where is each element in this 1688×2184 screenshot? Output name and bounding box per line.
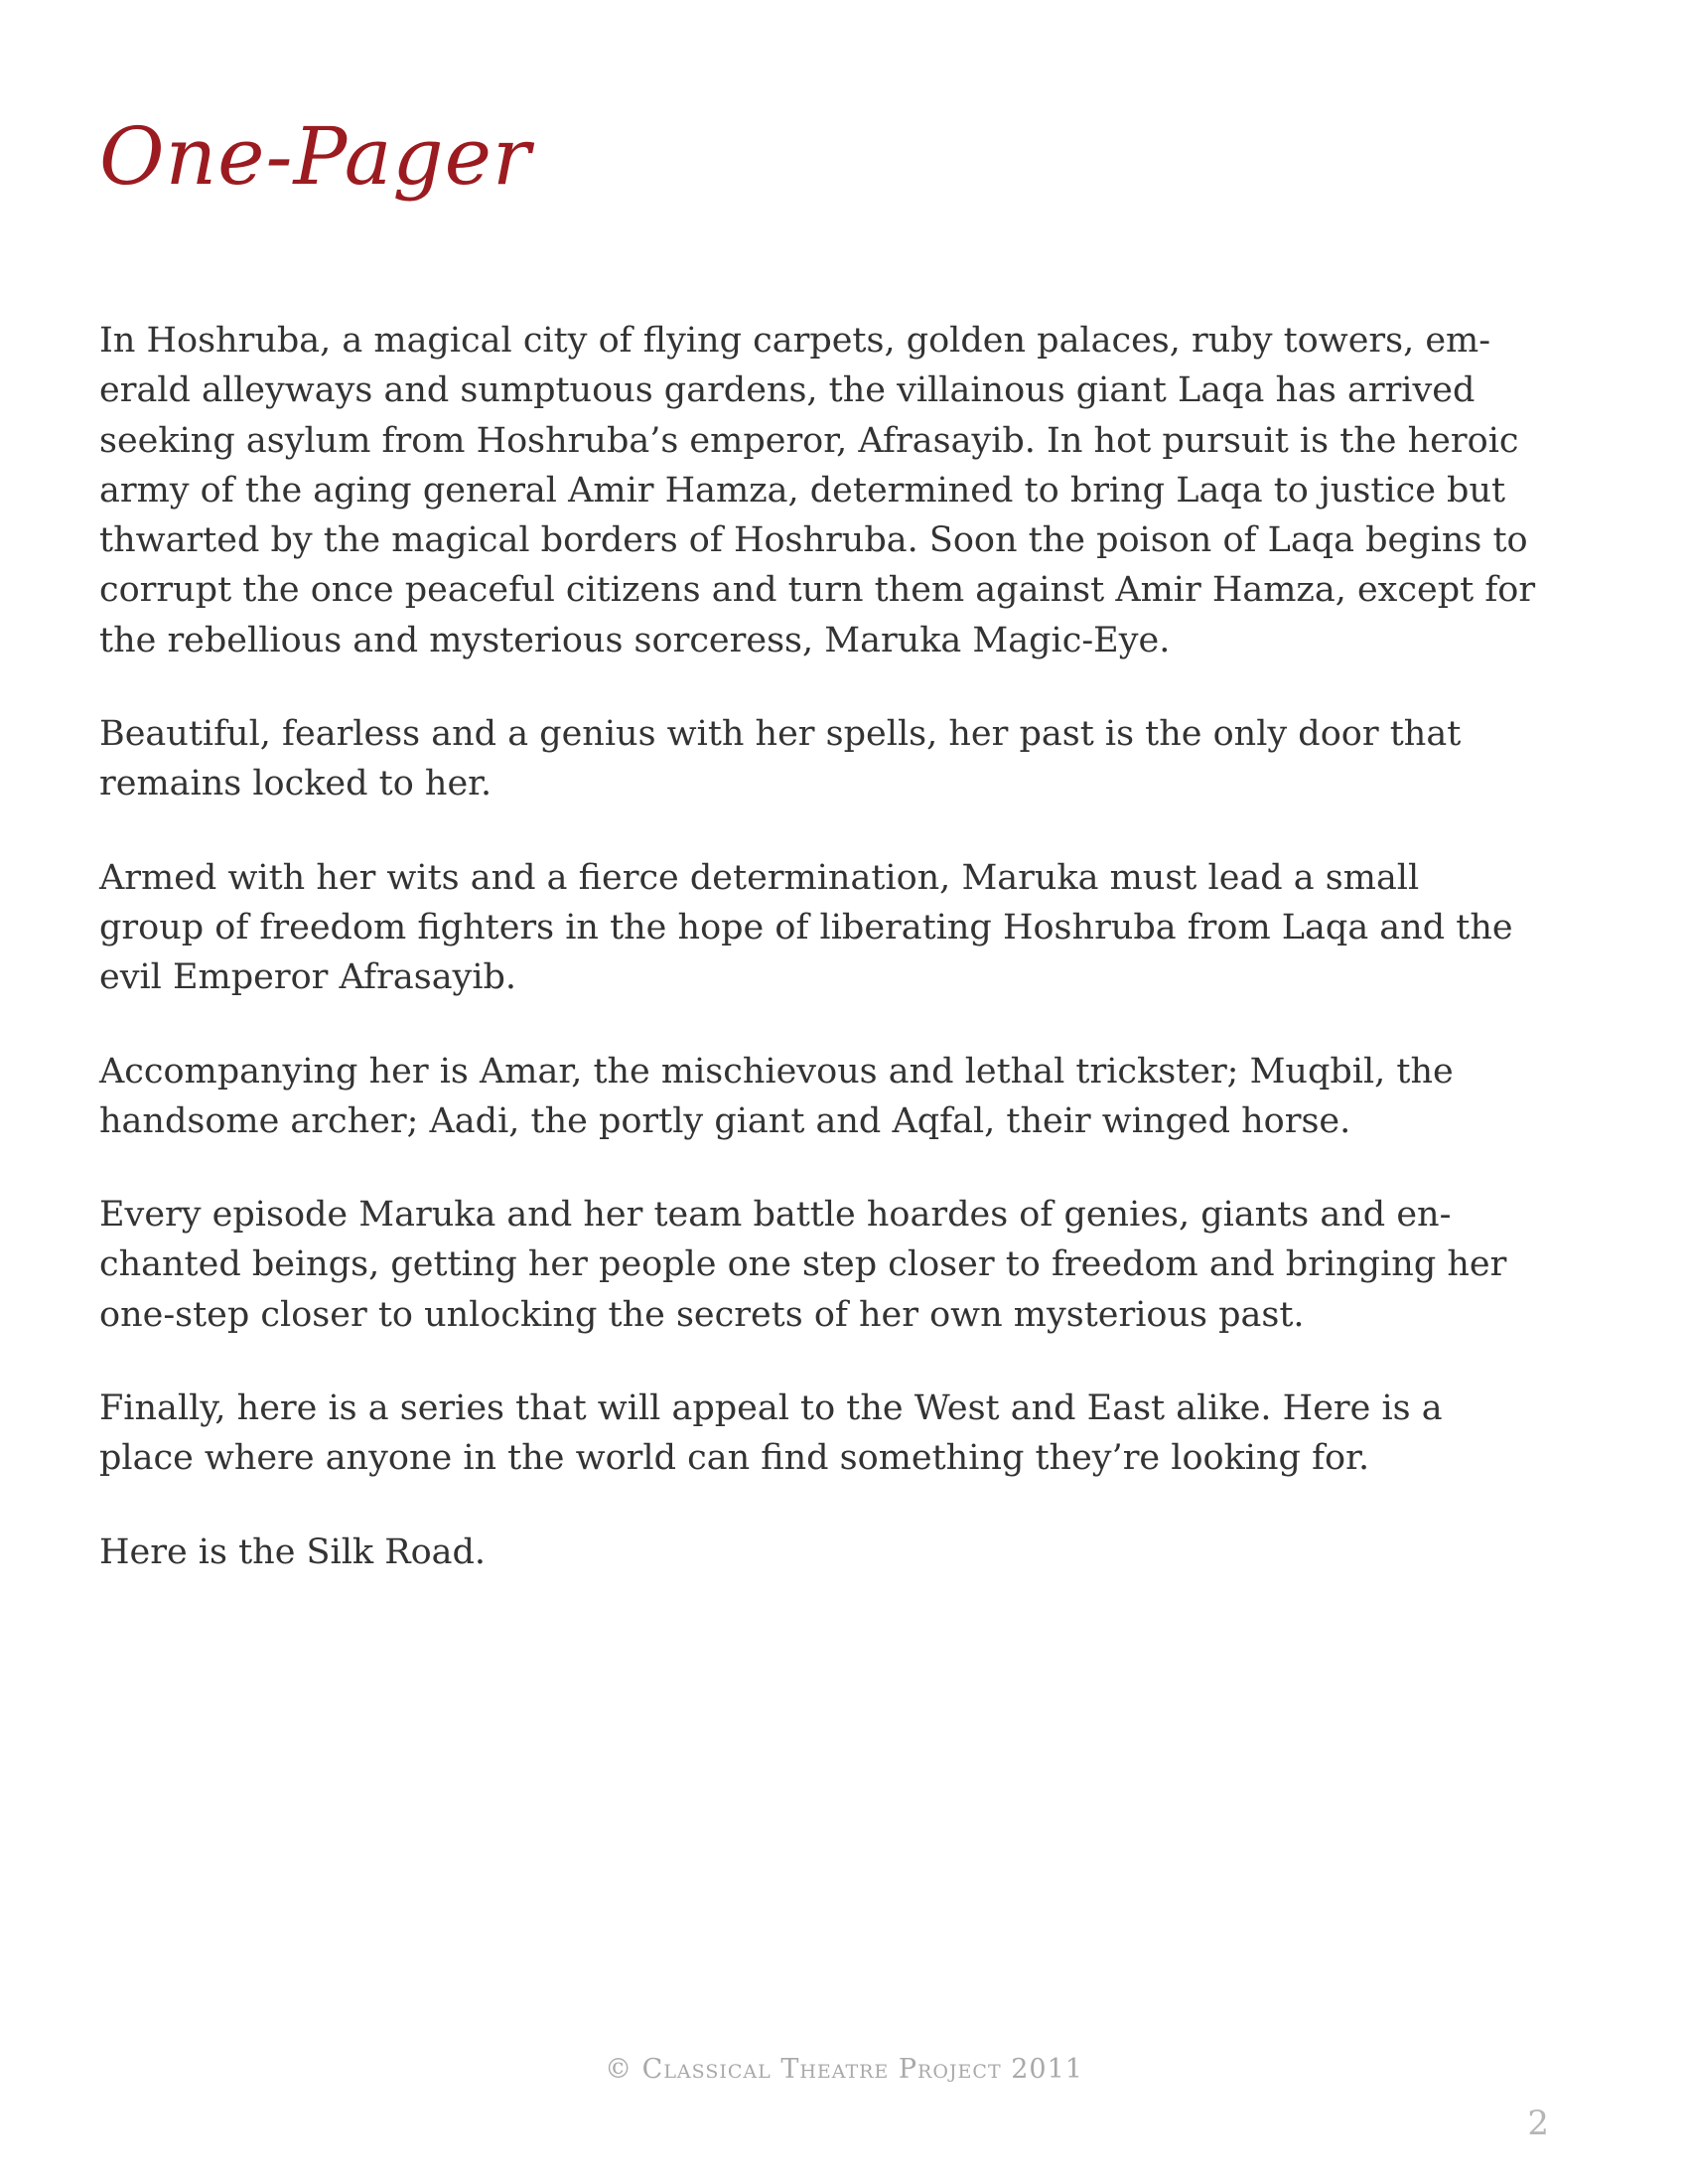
text-line: Accompanying her is Amar, the mischievous and lethal trickster; Muqbil, the (99, 1051, 1454, 1092)
text-line: the rebellious and mysterious sorceress, Maruka Magic-Eye. (99, 620, 1171, 660)
text-line: In Hoshruba, a magical city of flying carpets, golden palaces, ruby towers, em- (99, 321, 1491, 361)
text-line: Armed with her wits and a fierce determination, Maruka must lead a small (99, 857, 1420, 898)
paragraph-episodes (99, 1190, 1609, 1340)
text-line: Finally, here is a series that will appeal to the West and East alike. Here is a (99, 1388, 1443, 1429)
text-line: Beautiful, fearless and a genius with her spells, her past is the only door that (99, 714, 1462, 755)
text-line: seeking asylum from Hoshruba’s emperor, Afrasayib. In hot pursuit is the heroic (99, 420, 1519, 461)
page-title: One-Pager (99, 110, 532, 203)
text-line: place where anyone in the world can find something they’re looking for. (99, 1438, 1370, 1479)
paragraph-companions (99, 1047, 1609, 1147)
text-line: thwarted by the magical borders of Hoshruba. Soon the poison of Laqa begins to (99, 520, 1528, 561)
text-line: corrupt the once peaceful citizens and turn them against Amir Hamza, except for (99, 570, 1536, 611)
text-line: Every episode Maruka and her team battle hoardes of genies, giants and en- (99, 1195, 1452, 1236)
paragraph-intro (99, 316, 1609, 665)
text-line: erald alleyways and sumptuous gardens, the villainous giant Laqa has arrived (99, 370, 1476, 411)
paragraph-closing (99, 1528, 1609, 1577)
paragraph-appeal (99, 1383, 1609, 1484)
text-line: army of the aging general Amir Hamza, determined to bring Laqa to justice but (99, 470, 1506, 510)
text-line: one-step closer to unlocking the secrets of her own mysterious past. (99, 1294, 1305, 1335)
page-number: 2 (1527, 2104, 1549, 2143)
text-line: handsome archer; Aadi, the portly giant and Aqfal, their winged horse. (99, 1100, 1351, 1141)
text-line: group of freedom fighters in the hope of liberating Hoshruba from Laqa and the (99, 907, 1513, 947)
text-line: remains locked to her. (99, 764, 492, 804)
text-line: chanted beings, getting her people one step closer to freedom and bringing her (99, 1244, 1507, 1285)
paragraph-mission (99, 853, 1609, 1003)
text-line: Here is the Silk Road. (99, 1531, 487, 1572)
footer-copyright: © Classical Theatre Project 2011 (605, 2054, 1083, 2085)
paragraph-maruka-description (99, 709, 1609, 809)
text-line: evil Emperor Afrasayib. (99, 957, 517, 998)
body-text (99, 316, 1609, 1621)
